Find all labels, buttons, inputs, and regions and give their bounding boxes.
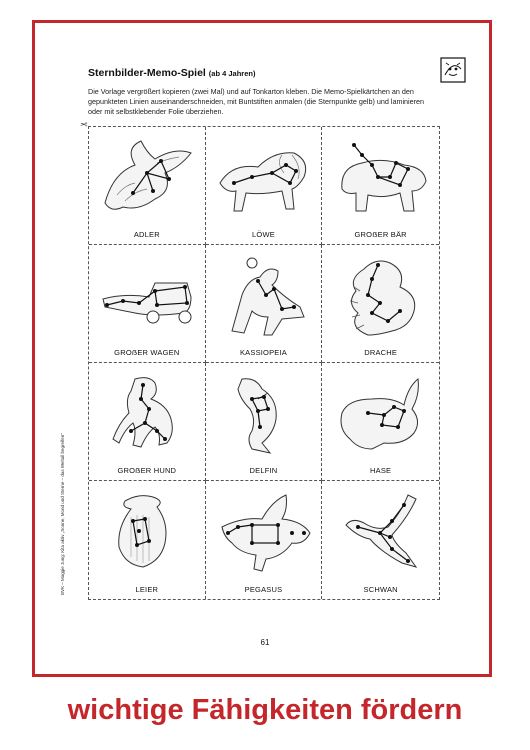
memo-card-drache — [322, 245, 439, 363]
card-label: GROẞER WAGEN — [114, 348, 180, 357]
face-logo-icon — [440, 57, 466, 83]
pegasus-illustration-icon — [212, 487, 317, 575]
memo-card-schwan — [322, 481, 439, 599]
memo-card-loewe — [206, 127, 323, 245]
dolphin-illustration-icon — [212, 369, 317, 457]
memo-card-grosser-hund — [89, 363, 206, 481]
card-label: GROẞER HUND — [117, 466, 177, 475]
wagon-illustration-icon — [95, 251, 200, 339]
card-label: PEGASUS — [244, 585, 283, 594]
card-label: SCHWAN — [363, 585, 398, 594]
lion-illustration-icon — [212, 133, 317, 221]
memo-card-hase — [322, 363, 439, 481]
bear-illustration-icon — [328, 133, 433, 221]
dog-illustration-icon — [95, 369, 200, 457]
card-label: KASSIOPEIA — [239, 348, 287, 357]
card-label: ADLER — [133, 230, 160, 239]
memo-card-pegasus — [206, 481, 323, 599]
memo-card-kassiopeia — [206, 245, 323, 363]
card-label: LEIER — [135, 585, 159, 594]
memo-card-grid — [88, 126, 440, 600]
queen-illustration-icon — [212, 251, 317, 339]
memo-card-grosser-wagen — [89, 245, 206, 363]
card-label: GROẞER BÄR — [354, 230, 407, 239]
memo-card-delfin — [206, 363, 323, 481]
card-label: DELFIN — [249, 466, 278, 475]
swan-illustration-icon — [328, 487, 433, 575]
lyre-illustration-icon — [95, 487, 200, 575]
card-label: HASE — [370, 466, 392, 475]
eagle-illustration-icon — [95, 133, 200, 221]
hare-illustration-icon — [328, 369, 433, 457]
scissors-icon: ✂ — [80, 119, 88, 129]
memo-card-grosser-baer — [322, 127, 439, 245]
age-note: (ab 4 Jahren) — [208, 69, 256, 78]
card-label: DRACHE — [364, 348, 398, 357]
dragon-illustration-icon — [328, 251, 433, 339]
slogan-text: wichtige Fähigkeiten fördern — [67, 694, 463, 726]
copyright-note: BVK – Maggie Jung: Kita aktiv „Sonne, Mond und Sterne – das Weltall begreifen“ — [60, 433, 65, 595]
page-number: 61 — [260, 638, 270, 647]
worksheet-title: Sternbilder-Memo-Spiel (ab 4 Jahren) — [88, 67, 256, 79]
memo-card-leier — [89, 481, 206, 599]
card-label: LÖWE — [252, 230, 275, 239]
instructions-text: Die Vorlage vergrößert kopieren (zwei Mal) und auf Tonkarton kleben. Die Memo-Spielkärtchen an den gepunkteten Linien auseinanderschneiden, mit Buntstiften anmalen (die Sternpunkte gelb) und laminieren oder mit selbstklebender Folie überziehen. — [88, 87, 425, 116]
memo-card-adler — [89, 127, 206, 245]
